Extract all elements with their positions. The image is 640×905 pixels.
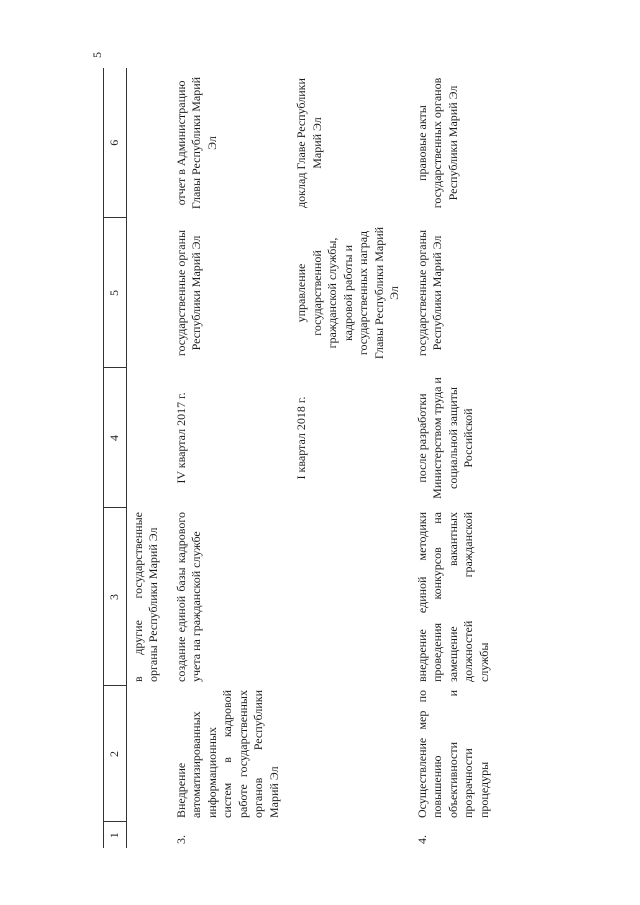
column-header: 2 — [104, 686, 127, 822]
column-header: 5 — [104, 218, 127, 368]
deadline-cell: после разработки Министерством труда и социальной защиты Российской — [414, 377, 475, 499]
table-row — [170, 68, 291, 848]
executor-cell — [126, 218, 170, 368]
content-text: в другие государственные органы Республики Марий Эл — [130, 512, 160, 682]
executor-cell: государственные органы Республики Марий Эл — [414, 229, 444, 357]
measure-cell — [170, 686, 291, 822]
content-cell — [290, 508, 411, 686]
measures-table — [103, 68, 500, 848]
deadline-cell: I квартал 2018 г. — [294, 396, 308, 480]
column-header: 4 — [104, 368, 127, 508]
content-text: создание единой базы кадрового учета на гражданской службе — [173, 512, 203, 682]
page-number: 5 — [90, 52, 104, 58]
measure-text: Внедрение автоматизированных информационных систем в кадровой работе государственных органов Республики Марий Эл — [173, 690, 281, 818]
executor-cell: государственные органы Республики Марий Эл — [173, 229, 203, 357]
measure-cell — [290, 686, 411, 822]
executor-cell: управление государственной гражданской службы, кадровой работы и государственных наград Главы Республики Марий Эл — [294, 226, 401, 360]
table-row — [411, 68, 501, 848]
result-cell: отчет в Администрацию Главы Республики Марий Эл — [173, 76, 219, 210]
row-number-cell — [290, 822, 411, 848]
table-row — [290, 68, 411, 848]
result-cell: доклад Главе Республики Марий Эл — [294, 78, 324, 208]
column-header: 3 — [104, 508, 127, 686]
measure-cell — [411, 686, 501, 822]
measure-cell — [126, 686, 170, 822]
result-cell: правовые акты государственных органов Республики Марий Эл — [414, 77, 460, 209]
deadline-cell — [126, 368, 170, 508]
content-text: внедрение единой методики проведения конкурсов на замещение вакантных должностей гражданской службы — [414, 512, 491, 682]
measure-text: Осуществление мер по повышению объективности и прозрачности процедуры — [414, 690, 491, 818]
deadline-cell: IV квартал 2017 г. — [173, 392, 188, 484]
column-header: 6 — [104, 68, 127, 218]
row-number-cell: 3. — [173, 835, 188, 844]
row-number-cell: 4. — [414, 835, 429, 844]
result-cell — [126, 68, 170, 218]
content-cell — [411, 508, 501, 686]
column-number-header-row — [104, 68, 127, 848]
content-cell — [126, 508, 170, 686]
rotated-document-table-container — [103, 68, 530, 848]
column-header: 1 — [104, 822, 127, 848]
row-number-cell — [126, 822, 170, 848]
table-row — [126, 68, 170, 848]
content-cell — [170, 508, 291, 686]
